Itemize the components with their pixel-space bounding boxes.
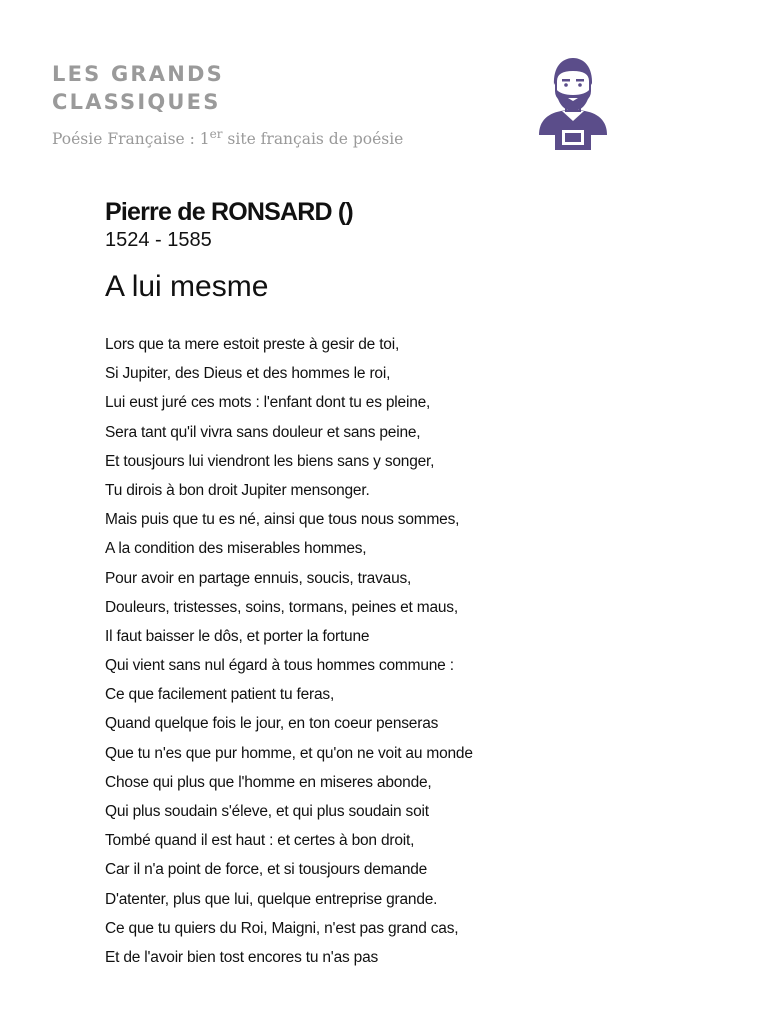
author-name: Pierre de RONSARD () — [105, 198, 353, 226]
tagline-text: Poésie Française : 1 — [52, 130, 210, 148]
site-title[interactable] — [52, 60, 224, 116]
site-title-line2: CLASSIQUES — [52, 90, 221, 114]
poem-line: Tombé quand il est haut : et certes à bon droit, — [105, 832, 415, 850]
poem-line: D'atenter, plus que lui, quelque entreprise grande. — [105, 890, 438, 908]
poem-line: A la condition des miserables hommes, — [105, 540, 367, 558]
poem-line: Tu dirois à bon droit Jupiter mensonger. — [105, 481, 370, 499]
poem-line: Lors que ta mere estoit preste à gesir de toi, — [105, 336, 400, 353]
poem-line: Que tu n'es que pur homme, et qu'on ne voit au monde — [105, 744, 473, 762]
tagline-superscript: er — [209, 127, 223, 141]
poem-line: Et tousjours lui viendront les biens sans y songer, — [105, 452, 435, 470]
author-dates: 1524 - 1585 — [105, 229, 212, 251]
poem-line: Douleurs, tristesses, soins, tormans, peines et maus, — [105, 598, 458, 616]
poem-line: Et de l'avoir bien tost encores tu n'as pas — [105, 948, 379, 966]
poem-line: Chose qui plus que l'homme en miseres abonde, — [105, 773, 432, 791]
site-tagline — [52, 127, 404, 148]
poem-line: Il faut baisser le dôs, et porter la fortune — [105, 627, 370, 645]
poem-title: A lui mesme — [105, 270, 269, 303]
poem-line: Lui eust juré ces mots : l'enfant dont tu es pleine, — [105, 394, 431, 412]
poem-line: Si Jupiter, des Dieus et des hommes le roi, — [105, 365, 391, 383]
site-title-line1: LES GRANDS — [52, 62, 224, 86]
poem-line: Pour avoir en partage ennuis, soucis, travaus, — [105, 569, 412, 587]
poem-line: Ce que tu quiers du Roi, Maigni, n'est pas grand cas, — [105, 919, 459, 937]
poem-line: Ce que facilement patient tu feras, — [105, 686, 335, 704]
bearded-poet-bust-icon[interactable] — [535, 55, 611, 151]
tagline-text-rest: site français de poésie — [222, 130, 404, 148]
poem-line: Car il n'a point de force, et si tousjours demande — [105, 861, 428, 879]
poem-line: Mais puis que tu es né, ainsi que tous nous sommes, — [105, 511, 460, 529]
poem-line: Sera tant qu'il vivra sans douleur et sans peine, — [105, 423, 421, 441]
poem-line: Quand quelque fois le jour, en ton coeur penseras — [105, 715, 439, 733]
poem-body — [105, 330, 473, 972]
poem-line: Qui plus soudain s'éleve, et qui plus soudain soit — [105, 803, 429, 820]
poem-line: Qui vient sans nul égard à tous hommes commune : — [105, 657, 454, 675]
